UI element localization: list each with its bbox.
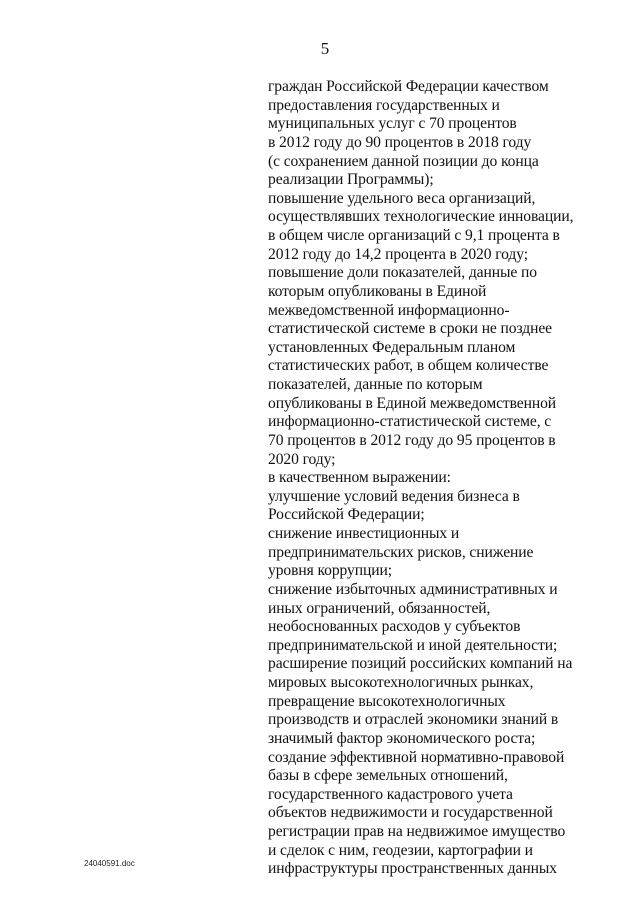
- text-line: создание эффективной нормативно-правовой: [268, 748, 565, 766]
- text-line: и сделок с ним, геодезии, картографии и: [268, 841, 533, 859]
- text-line: уровня коррупции;: [268, 562, 392, 580]
- text-line: повышение доли показателей, данные по: [268, 264, 537, 282]
- text-line: регистрации прав на недвижимое имущество: [268, 823, 566, 840]
- text-line: объектов недвижимости и государственной: [268, 804, 553, 822]
- text-line: межведомственной информационно-: [268, 301, 510, 319]
- text-line: граждан Российской Федерации качеством: [268, 78, 549, 95]
- text-line: в 2012 году до 90 процентов в 2018 году: [268, 133, 532, 151]
- text-line: снижение инвестиционных и: [268, 525, 460, 542]
- body-text: [268, 78, 628, 879]
- text-line: улучшение условий ведения бизнеса в: [268, 487, 520, 505]
- text-line: инфраструктуры пространственных данных: [268, 860, 557, 878]
- text-line: значимый фактор экономического роста;: [268, 729, 536, 747]
- text-line: иных ограничений, обязанностей,: [268, 599, 491, 617]
- text-line: Российской Федерации;: [268, 506, 425, 524]
- text-line: опубликованы в Единой межведомственной: [268, 394, 557, 412]
- text-line: 70 процентов в 2012 году до 95 процентов в: [268, 431, 556, 449]
- text-line: 2012 году до 14,2 процента в 2020 году;: [268, 245, 528, 263]
- text-line: 2020 году;: [268, 450, 336, 468]
- text-line: (с сохранением данной позиции до конца: [268, 152, 539, 170]
- text-line: базы в сфере земельных отношений,: [268, 767, 508, 785]
- text-line: предоставления государственных и: [268, 96, 500, 114]
- text-line: в общем числе организаций с 9,1 процента в: [268, 227, 560, 244]
- text-line: муниципальных услуг с 70 процентов: [268, 115, 517, 133]
- text-line: статистических работ, в общем количестве: [268, 357, 549, 375]
- text-line: реализации Программы);: [268, 171, 434, 189]
- text-line: повышение удельного веса организаций,: [268, 189, 536, 207]
- text-line: снижение избыточных административных и: [268, 580, 558, 598]
- document-filename: 24040591.doc: [84, 859, 135, 868]
- text-line: предпринимательской и иной деятельности;: [268, 636, 558, 654]
- text-line: которым опубликованы в Единой: [268, 282, 487, 300]
- text-line: превращение высокотехнологичных: [268, 692, 506, 710]
- page-number: 5: [320, 39, 330, 58]
- text-line: информационно-статистической системе, с: [268, 413, 552, 431]
- text-line: государственного кадастрового учета: [268, 785, 513, 803]
- text-line: показателей, данные по которым: [268, 376, 483, 393]
- text-line: необоснованных расходов у субъектов: [268, 618, 521, 636]
- text-line: расширение позиций российских компаний на: [268, 655, 573, 673]
- text-line: предпринимательских рисков, снижение: [268, 543, 534, 561]
- text-line: установленных Федеральным планом: [268, 338, 516, 356]
- text-line: мировых высокотехнологичных рынках,: [268, 674, 534, 691]
- text-line: осуществлявших технологические инновации,: [268, 208, 574, 226]
- text-line: в качественном выражении:: [268, 469, 451, 487]
- text-line: статистической системе в сроки не позднее: [268, 320, 552, 338]
- text-line: производств и отраслей экономики знаний в: [268, 711, 559, 729]
